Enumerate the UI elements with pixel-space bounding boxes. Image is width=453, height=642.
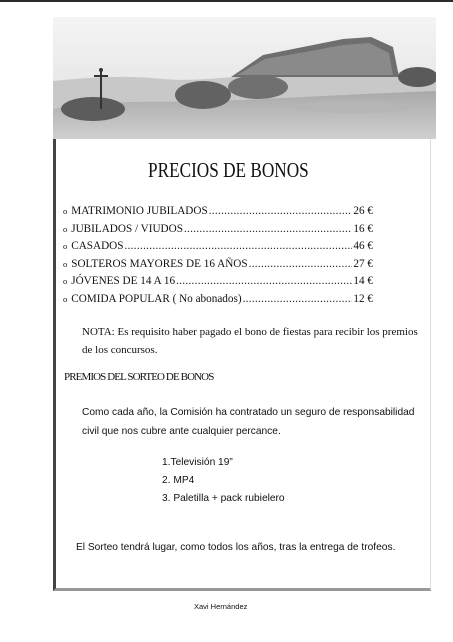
dot-leader <box>209 205 353 217</box>
top-rule <box>0 0 453 2</box>
closing-paragraph: El Sorteo tendrá lugar, como todos los años, tras la entrega de trofeos. <box>76 542 396 553</box>
price-label: COMIDA POPULAR ( No abonados) <box>71 292 242 305</box>
bullet-icon: o <box>63 206 68 216</box>
bullet-icon: o <box>63 258 68 269</box>
price-item <box>63 258 373 276</box>
prize-item: 2. MP4 <box>162 475 195 486</box>
dot-leader <box>124 240 352 252</box>
price-label: JÓVENES DE 14 A 16 <box>71 275 176 287</box>
author-credit: Xavi Hernández <box>194 602 248 611</box>
prize-item: 1.Televisión 19” <box>162 457 233 468</box>
landscape-image <box>53 17 436 139</box>
price-value: 12 € <box>353 292 373 305</box>
prize-list <box>162 457 285 511</box>
prize-item: 3. Paletilla + pack rubielero <box>162 493 285 504</box>
price-item <box>63 275 373 293</box>
page-title: PRECIOS DE BONOS <box>148 158 309 182</box>
price-value: 26 € <box>353 205 373 217</box>
insurance-paragraph: Como cada año, la Comisión ha contratado un seguro de responsabilidad civil que nos cubre ante cualquier percance. <box>82 407 415 437</box>
price-label: JUBILADOS / VIUDOS <box>71 222 183 235</box>
price-label: CASADOS <box>71 240 124 252</box>
payment-note: NOTA: Es requisito haber pagado el bono de fiestas para recibir los premios de los concursos. <box>82 326 418 356</box>
price-label: MATRIMONIO JUBILADOS <box>71 205 208 217</box>
bullet-icon: o <box>63 293 68 304</box>
price-item <box>63 223 373 241</box>
dot-leader <box>243 293 353 305</box>
header-photo <box>53 17 436 139</box>
bullet-icon: o <box>63 276 68 286</box>
price-list <box>63 205 373 310</box>
price-value: 16 € <box>353 222 373 235</box>
price-item <box>63 293 373 311</box>
dot-leader <box>249 258 353 270</box>
dot-leader <box>176 275 352 287</box>
dot-leader <box>184 223 352 235</box>
bullet-icon: o <box>63 241 68 251</box>
section-heading: PREMIOS DEL SORTEO DE BONOS <box>64 371 214 383</box>
price-value: 46 € <box>353 240 373 252</box>
bullet-icon: o <box>63 223 68 234</box>
price-item <box>63 205 373 223</box>
price-item <box>63 240 373 258</box>
price-value: 27 € <box>353 257 373 270</box>
price-value: 14 € <box>353 275 373 287</box>
price-label: SOLTEROS MAYORES DE 16 AÑOS <box>71 257 248 270</box>
